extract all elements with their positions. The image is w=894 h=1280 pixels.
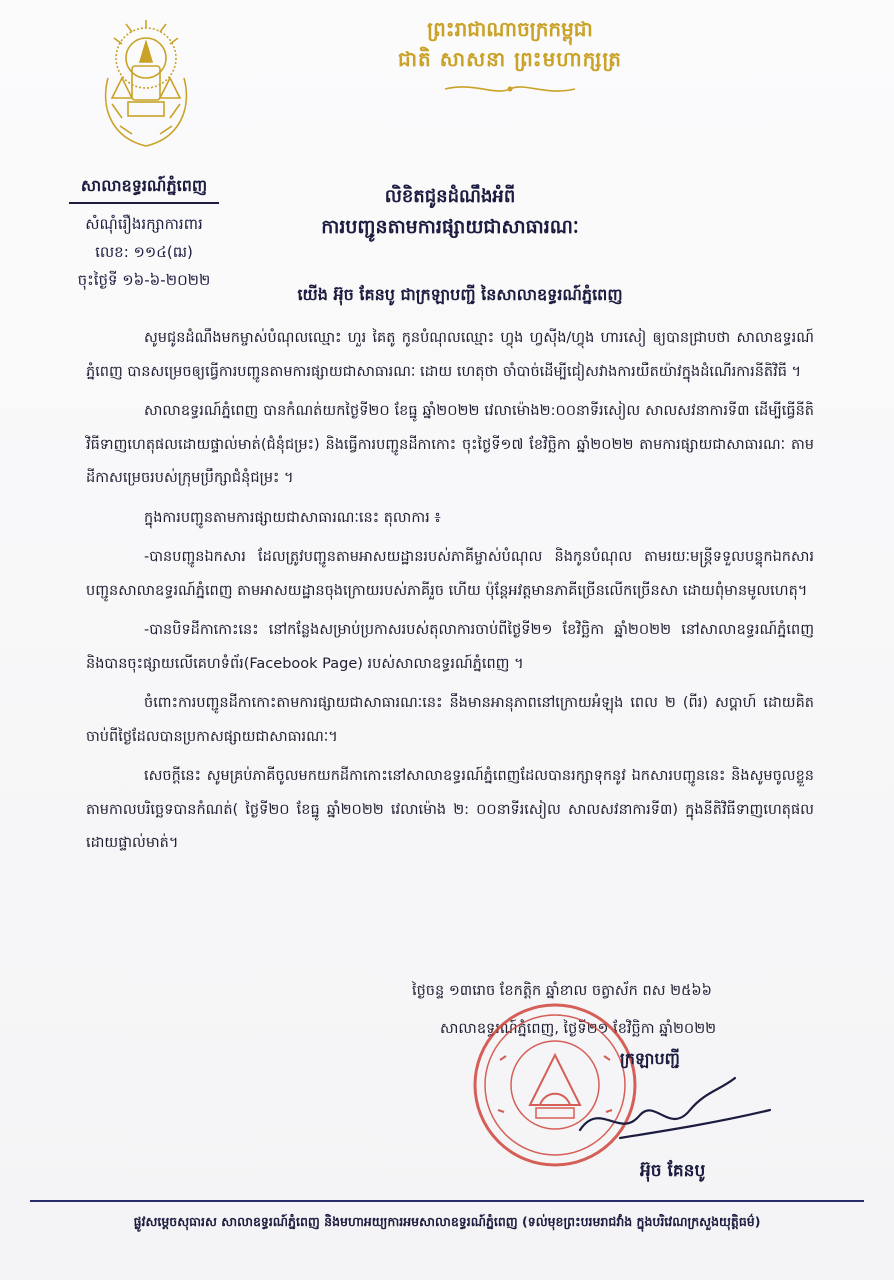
reference-number: លេខ: ១១៤(ឍ) — [95, 243, 193, 261]
notice-body — [86, 322, 814, 867]
signer-name: អ៊ុច គែនបូ — [640, 1161, 706, 1181]
footer-address: ផ្លូវសម្តេចសុធារស សាលាឧទ្ធរណ៍ភ្នំពេញ និងមហាអយ្យការអមសាលាឧទ្ធរណ៍ភ្នំពេញ (ទល់មុខព្រះបរមរាជវាំង ក្នុងបរិវេណក្រសួងយុត្តិធម៌) — [133, 1214, 761, 1229]
paragraph: ចំពោះការបញ្ជូនដីកាកោះតាមការផ្សាយជាសាធារណៈនេះ នឹងមានអានុភាពនៅក្រោយអំឡុង ពេល ២ (ពីរ) សប្តាហ៍ ដោយគិតចាប់ពីថ្ងៃដែលបានប្រកាសផ្សាយជាសាធារណៈ។ — [86, 695, 814, 745]
document-title — [250, 182, 650, 242]
clerk-intro: យើង អ៊ុច គែនបូ ជាក្រឡាបញ្ជី នៃសាលាឧទ្ធរណ៍ភ្នំពេញ — [297, 285, 623, 304]
clerk-title: ក្រឡាបញ្ជី — [620, 1049, 680, 1068]
court-underline — [69, 202, 219, 204]
footer-divider — [30, 1200, 864, 1202]
lunar-date: ថ្ងៃចន្ទ ១៣រោច ខែកត្តិក ឆ្នាំខាល ចត្វាស័ក ពស ២៥៦៦ — [412, 983, 712, 999]
issue-date: ចុះថ្ងៃទី ១៦-៦-២០២២ — [77, 271, 211, 289]
kingdom-motto — [360, 14, 660, 102]
title-line-2: ការបញ្ជូនតាមការផ្សាយជាសាធារណៈ — [321, 216, 579, 238]
motto-ornament-icon — [435, 80, 585, 98]
court-name: សាលាឧទ្ធរណ៍ភ្នំពេញ — [80, 176, 208, 195]
paragraph: សូមជូនដំណឹងមកម្ចាស់បំណុលឈ្មោះ ហួរ គៃតូ កូនបំណុលឈ្មោះ ហ្វុង ហ្វស៊ីង/ហ្វុង ហារសៀ ឲ្យបានជ្រាបថា សាលាឧទ្ធរណ៍ភ្នំពេញ បានសម្រេចឲ្យធ្វើការបញ្ជូនតាមការផ្សាយជាសាធារណៈ ដោយ ហេតុថា ចាំបាច់ដើម្បីជៀសវាងការយឺតយ៉ាវក្នុងដំណើរការនីតិវិធី ។ — [86, 330, 814, 380]
title-line-1: លិខិតជូនដំណឹងអំពី — [384, 186, 516, 207]
paragraph: សេចក្តីនេះ សូមគ្រប់ភាគីចូលមកយកដីកាកោះនៅសាលាឧទ្ធរណ៍ភ្នំពេញដែលបានរក្សាទុកនូវ ឯកសារបញ្ជូននេះ និងសូមចូលខ្លួនតាមកាលបរិច្ឆេទបានកំណត់( ថ្ងៃទី២០ ខែធ្នូ ឆ្នាំ២០២២ វេលាម៉ោង ២: ០០នាទីរសៀល សាលសវនាការទី៣) ក្នុងនីតិវិធីទាញហេតុផលដោយផ្ទាល់មាត់។ — [86, 768, 814, 851]
paragraph: -បានបញ្ជូនឯកសារ ដែលត្រូវបញ្ជូនតាមអាសយដ្ឋានរបស់ភាគីម្ចាស់បំណុល និងកូនបំណុល តាមរយៈមន្ត្រីទទួលបន្ទុកឯកសារបញ្ជូនសាលាឧទ្ធរណ៍ភ្នំពេញ តាមអាសយដ្ឋានចុងក្រោយរបស់ភាគីរួច ហើយ ប៉ុន្តែអវត្តមានភាគីច្រើនលើកច្រើនសា ដោយពុំមានមូលហេតុ។ — [86, 549, 814, 599]
handwritten-signature — [560, 1060, 780, 1150]
paragraph: ក្នុងការបញ្ជូនតាមការផ្សាយជាសាធារណៈនេះ តុលាការ ៖ — [144, 509, 441, 526]
kingdom-name: ព្រះរាជាណាចក្រកម្ពុជា — [427, 17, 593, 41]
national-motto: ជាតិ សាសនា ព្រះមហាក្សត្រ — [398, 47, 622, 71]
royal-arms-emblem — [92, 18, 200, 158]
case-department: សំណុំរឿងរក្សាការពារ — [85, 215, 203, 233]
issuer-header — [34, 172, 254, 294]
paragraph: សាលាឧទ្ធរណ៍ភ្នំពេញ បានកំណត់យកថ្ងៃទី២០ ខែធ្នូ ឆ្នាំ២០២២ វេលាម៉ោង២:០០នាទីរសៀល សាលសវនាការទី៣ ដើម្បីធ្វើនីតិវិធីទាញហេតុផលដោយផ្ទាល់មាត់(ជំនុំជម្រះ) និងធ្វើការបញ្ជូនដីកាកោះ ចុះថ្ងៃទី១៧ ខែវិច្ឆិកា ឆ្នាំ២០២២ តាមការផ្សាយជាសាធារណៈ តាមដីកាសម្រេចរបស់ក្រុមប្រឹក្សាជំនុំជម្រះ ។ — [86, 403, 814, 486]
paragraph: -បានបិទដីកាកោះនេះ នៅកន្លែងសម្រាប់ប្រកាសរបស់តុលាការចាប់ពីថ្ងៃទី២១ ខែវិច្ឆិកា ឆ្នាំ២០២២ នៅសាលាឧទ្ធរណ៍ភ្នំពេញ និងបានចុះផ្សាយលើគេហទំព័រ(Facebook Page) របស់សាលាឧទ្ធរណ៍ភ្នំពេញ ។ — [86, 622, 814, 672]
solar-date: សាលាឧទ្ធរណ៍ភ្នំពេញ, ថ្ងៃទី២១ ខែវិច្ឆិកា ឆ្នាំ២០២២ — [440, 1021, 717, 1037]
